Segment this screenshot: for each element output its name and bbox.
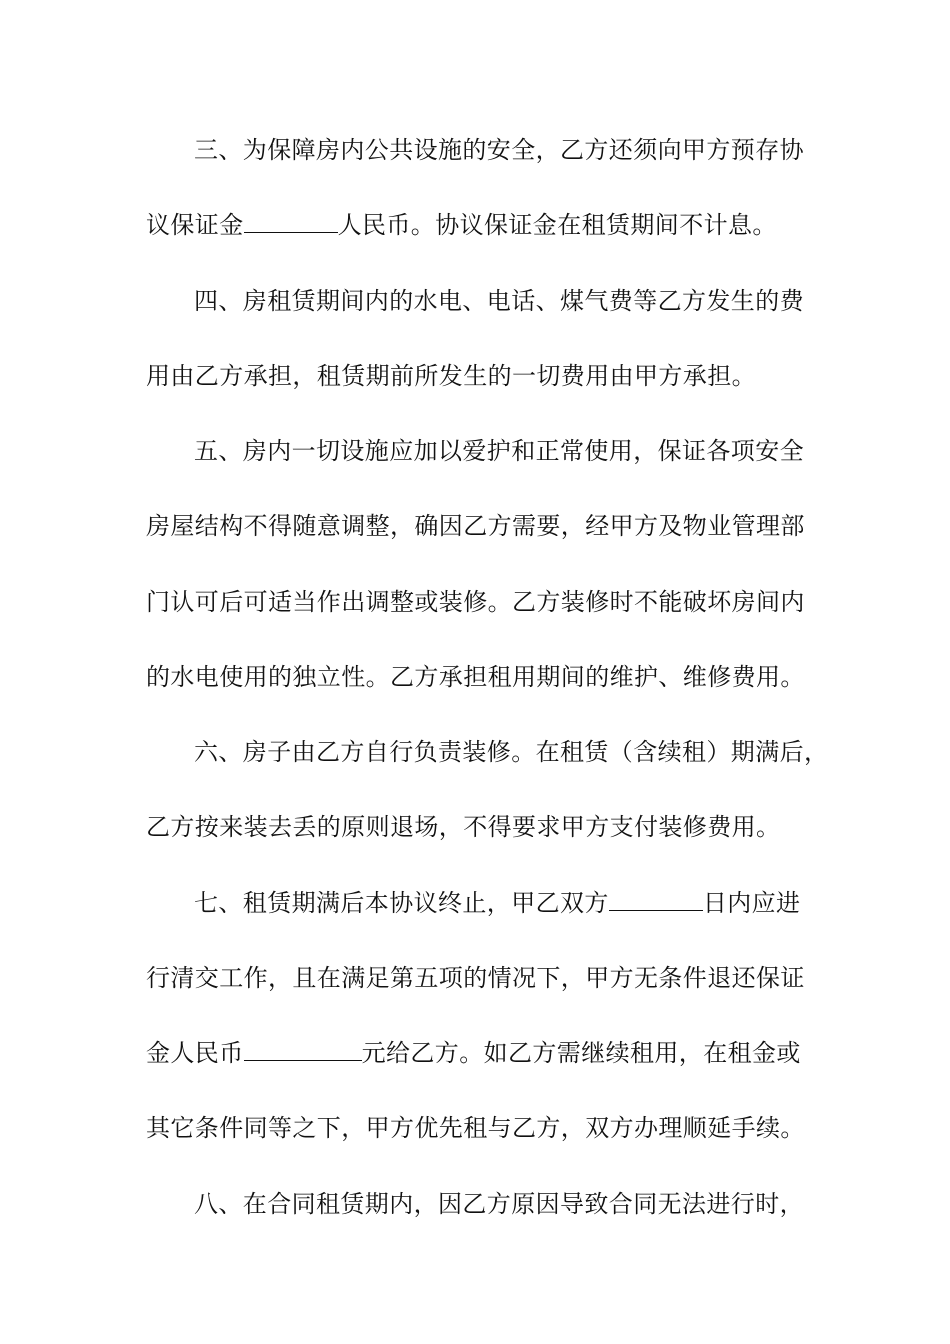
text-segment: 日内应进 (702, 889, 801, 917)
clause-7-line-1 (194, 883, 826, 923)
text-segment: 议保证金 (146, 211, 244, 239)
text-segment: 四、房租赁期间内的水电、电话、煤气费等乙方发生的费 (194, 287, 804, 315)
clause-7-line-2 (146, 958, 826, 998)
deposit-amount-blank (244, 206, 338, 233)
text-segment: 行清交工作，且在满足第五项的情况下，甲方无条件退还保证 (146, 964, 805, 992)
clause-6-line-1 (194, 732, 829, 772)
text-segment: 元给乙方。如乙方需继续租用，在租金或 (361, 1039, 801, 1067)
text-segment: 五、房内一切设施应加以爱护和正常使用，保证各项安全 (194, 437, 804, 465)
clause-5-line-2 (146, 506, 826, 546)
refund-amount-blank (244, 1034, 362, 1061)
text-segment: 门认可后可适当作出调整或装修。乙方装修时不能破坏房间内 (146, 588, 805, 616)
text-segment: 六、房子由乙方自行负责装修。在租赁（含续租）期满后， (194, 738, 829, 766)
clause-7-line-3 (146, 1033, 826, 1073)
text-segment: 七、租赁期满后本协议终止，甲乙双方 (194, 889, 609, 917)
clause-4-line-1 (194, 281, 826, 321)
text-segment: 人民币。协议保证金在租赁期间不计息。 (337, 211, 777, 239)
clause-7-line-4 (146, 1108, 826, 1148)
text-segment: 用由乙方承担，租赁期前所发生的一切费用由甲方承担。 (146, 362, 756, 390)
clause-6-line-2 (146, 807, 826, 847)
clause-5-line-3 (146, 582, 826, 622)
text-segment: 三、为保障房内公共设施的安全，乙方还须向甲方预存协 (194, 136, 804, 164)
text-segment: 房屋结构不得随意调整，确因乙方需要，经甲方及物业管理部 (146, 512, 805, 540)
clause-8-line-1 (194, 1184, 826, 1224)
clause-3-line-1 (194, 130, 826, 170)
text-segment: 金人民币 (146, 1039, 244, 1067)
days-blank (609, 884, 703, 911)
text-segment: 其它条件同等之下，甲方优先租与乙方，双方办理顺延手续。 (146, 1114, 805, 1142)
text-segment: 乙方按来装去丢的原则退场，不得要求甲方支付装修费用。 (146, 813, 781, 841)
clause-3-line-2 (146, 205, 826, 245)
clause-5-line-1 (194, 431, 826, 471)
text-segment: 八、在合同租赁期内，因乙方原因导致合同无法进行时， (194, 1190, 804, 1218)
clause-5-line-4 (146, 657, 826, 697)
clause-4-line-2 (146, 356, 826, 396)
text-segment: 的水电使用的独立性。乙方承担租用期间的维护、维修费用。 (146, 663, 805, 691)
